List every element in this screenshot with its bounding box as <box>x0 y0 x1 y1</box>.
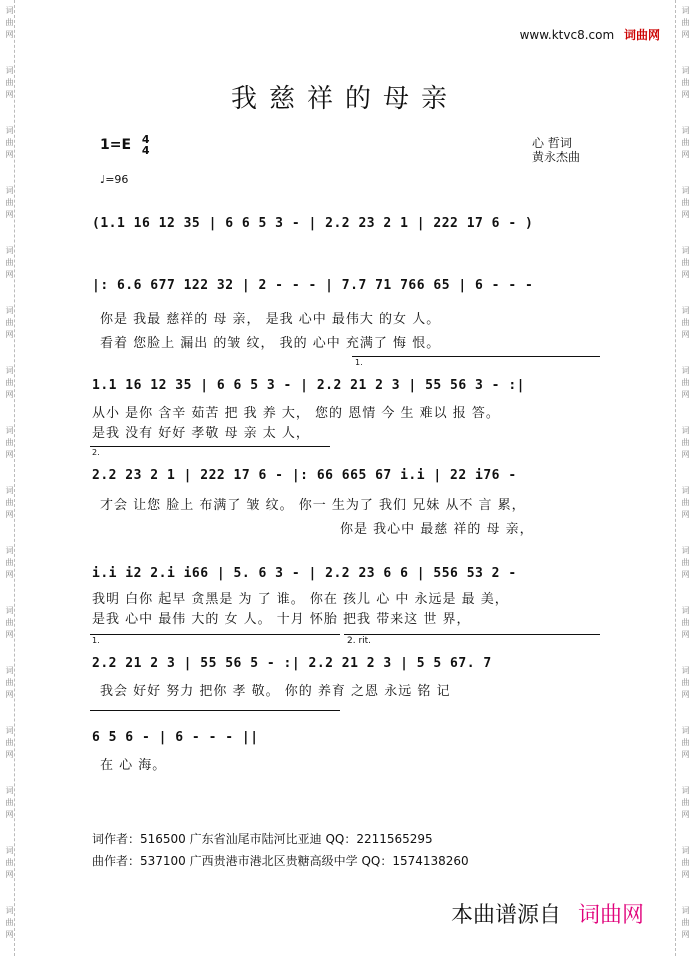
side-watermark-char: 曲 <box>681 858 690 866</box>
side-watermark-char: 曲 <box>681 498 690 506</box>
side-watermark-char: 曲 <box>681 258 690 266</box>
side-watermark-char: 曲 <box>5 318 14 326</box>
source-brand-name[interactable]: 词曲网 <box>577 903 644 928</box>
side-watermark-char: 曲 <box>681 618 690 626</box>
footer-composer: 曲作者：537100 广西贵港市港北区贵糖高级中学 QQ：1574138260 <box>92 854 469 868</box>
side-watermark-char: 曲 <box>681 558 690 566</box>
side-watermark-char: 词 <box>5 426 14 434</box>
side-watermark-char: 网 <box>681 30 690 38</box>
side-watermark-char: 曲 <box>681 438 690 446</box>
side-watermark-char: 网 <box>681 90 690 98</box>
score-row-1: (1.1 16 12 35 | 6 6 5 3 - | 2.2 23 2 1 | 222 17 6 - ) <box>92 216 534 231</box>
side-watermark-char: 网 <box>5 870 14 878</box>
side-watermark-char: 词 <box>681 546 690 554</box>
credits <box>532 136 580 164</box>
side-watermark-char: 词 <box>5 726 14 734</box>
side-watermark-char: 网 <box>5 750 14 758</box>
time-sig-top: 4 <box>141 133 150 146</box>
side-watermark-char: 网 <box>681 870 690 878</box>
side-watermark-char: 网 <box>681 570 690 578</box>
volta-line-5 <box>90 710 340 711</box>
lyric-row-5a: 我明 白你 起早 贪黑是 为 了 谁。 你在 孩儿 心 中 永远是 最 美， <box>92 592 509 607</box>
volta-first-1: 1. <box>355 358 363 367</box>
left-margin-strip <box>0 0 15 956</box>
side-watermark-char: 曲 <box>5 498 14 506</box>
volta-first-2: 1. <box>92 636 100 645</box>
side-watermark-char: 曲 <box>681 798 690 806</box>
side-watermark-char: 曲 <box>5 678 14 686</box>
time-sig-bottom: 4 <box>141 144 150 157</box>
side-watermark-char: 网 <box>681 150 690 158</box>
side-watermark-char: 词 <box>5 126 14 134</box>
lyric-row-6a: 我会 好好 努力 把你 孝 敬。 你的 养育 之恩 永远 铭 记 <box>100 684 451 699</box>
side-watermark-char: 曲 <box>681 78 690 86</box>
side-watermark-char: 网 <box>5 570 14 578</box>
side-watermark-char: 曲 <box>5 798 14 806</box>
side-watermark-char: 网 <box>681 390 690 398</box>
side-watermark-char: 词 <box>5 306 14 314</box>
lyric-row-7a: 在 心 海。 <box>100 758 167 773</box>
side-watermark-char: 曲 <box>5 438 14 446</box>
side-watermark-char: 词 <box>681 126 690 134</box>
side-watermark-char: 网 <box>681 810 690 818</box>
side-watermark-char: 词 <box>5 6 14 14</box>
side-watermark-char: 曲 <box>5 918 14 926</box>
side-watermark-char: 词 <box>5 546 14 554</box>
side-watermark-char: 词 <box>5 186 14 194</box>
side-watermark-char: 网 <box>5 330 14 338</box>
score-row-6: 2.2 21 2 3 | 55 56 5 - :| 2.2 21 2 3 | 5 5 67. 7 <box>92 656 492 671</box>
side-watermark-char: 曲 <box>681 378 690 386</box>
composer-credit: 黄永杰曲 <box>532 150 581 164</box>
footer-lyricist: 词作者：516500 广东省汕尾市陆河比亚迪 QQ：2211565295 <box>92 832 433 846</box>
volta-second-1: 2. <box>92 448 100 457</box>
side-watermark-char: 词 <box>681 846 690 854</box>
side-watermark-char: 词 <box>5 786 14 794</box>
side-watermark-char: 曲 <box>681 198 690 206</box>
side-watermark-char: 词 <box>681 66 690 74</box>
side-watermark-char: 网 <box>681 630 690 638</box>
side-watermark-char: 网 <box>681 510 690 518</box>
volta-line-2 <box>90 446 330 447</box>
side-watermark-char: 词 <box>5 246 14 254</box>
time-signature <box>142 134 150 156</box>
side-watermark-char: 网 <box>681 930 690 938</box>
side-watermark-char: 曲 <box>5 78 14 86</box>
side-watermark-char: 曲 <box>5 258 14 266</box>
volta-line-3 <box>90 634 340 635</box>
side-watermark-char: 曲 <box>5 138 14 146</box>
side-watermark-char: 词 <box>5 66 14 74</box>
side-watermark-char: 曲 <box>681 678 690 686</box>
side-watermark-char: 曲 <box>681 138 690 146</box>
key-signature <box>100 134 150 156</box>
side-watermark-char: 词 <box>681 306 690 314</box>
score-row-3: 1.1 16 12 35 | 6 6 5 3 - | 2.2 21 2 3 | 55 56 3 - :| <box>92 378 525 393</box>
side-watermark-char: 词 <box>681 606 690 614</box>
side-watermark-char: 网 <box>5 30 14 38</box>
side-watermark-char: 网 <box>5 90 14 98</box>
side-watermark-char: 词 <box>681 186 690 194</box>
side-watermark-char: 词 <box>5 486 14 494</box>
side-watermark-char: 曲 <box>681 318 690 326</box>
side-watermark-char: 网 <box>5 270 14 278</box>
side-watermark-char: 词 <box>681 906 690 914</box>
side-watermark-char: 网 <box>681 270 690 278</box>
side-watermark-char: 网 <box>5 510 14 518</box>
side-watermark-char: 网 <box>5 930 14 938</box>
side-watermark-char: 曲 <box>5 378 14 386</box>
side-watermark-char: 网 <box>5 150 14 158</box>
tempo-marking: ♩=96 <box>100 173 129 186</box>
side-watermark-char: 曲 <box>5 558 14 566</box>
song-title: 我慈祥的母亲 <box>230 84 459 114</box>
score-row-5: i.i i2 2.i i66 | 5. 6 3 - | 2.2 23 6 6 | 556 53 2 - <box>92 566 517 581</box>
score-row-7: 6 5 6 - | 6 - - - || <box>92 730 259 745</box>
key-label: 1=E <box>100 137 132 153</box>
side-watermark-char: 词 <box>681 426 690 434</box>
side-watermark-char: 网 <box>5 810 14 818</box>
lyric-row-4a: 才会 让您 脸上 布满了 皱 纹。 你一 生为了 我们 兄妹 从不 言 累， <box>100 498 526 513</box>
side-watermark-char: 网 <box>681 450 690 458</box>
side-watermark-char: 词 <box>681 246 690 254</box>
side-watermark-char: 词 <box>681 666 690 674</box>
side-watermark-char: 词 <box>681 786 690 794</box>
side-watermark-char: 网 <box>681 210 690 218</box>
side-watermark-char: 曲 <box>5 198 14 206</box>
side-watermark-char: 词 <box>681 6 690 14</box>
side-watermark-char: 网 <box>5 690 14 698</box>
side-watermark-char: 网 <box>681 750 690 758</box>
side-watermark-char: 词 <box>681 486 690 494</box>
score-row-4: 2.2 23 2 1 | 222 17 6 - |: 66 665 67 i.i | 22 i76 - <box>92 468 517 483</box>
side-watermark-char: 词 <box>5 846 14 854</box>
right-margin-strip <box>675 0 690 956</box>
source-label: 本曲谱源自 <box>450 903 561 928</box>
side-watermark-char: 网 <box>5 390 14 398</box>
side-watermark-char: 网 <box>681 330 690 338</box>
site-brand[interactable]: 词曲网 <box>623 28 660 42</box>
side-watermark-char: 网 <box>5 630 14 638</box>
side-watermark-char: 曲 <box>681 18 690 26</box>
side-watermark-char: 网 <box>5 450 14 458</box>
rit-marking: 2. rit. <box>347 636 372 646</box>
volta-line-1 <box>352 356 600 357</box>
side-watermark-char: 网 <box>5 210 14 218</box>
lyricist-credit: 心 哲词 <box>532 136 572 150</box>
site-url[interactable]: www.ktvc8.com <box>519 28 615 42</box>
side-watermark-char: 词 <box>5 366 14 374</box>
side-watermark-char: 词 <box>681 366 690 374</box>
source-brand <box>451 898 644 929</box>
side-watermark-char: 曲 <box>5 858 14 866</box>
side-watermark-char: 词 <box>681 726 690 734</box>
side-watermark-char: 曲 <box>681 738 690 746</box>
side-watermark-char: 词 <box>5 666 14 674</box>
lyric-row-2b: 看着 您脸上 漏出 的皱 纹， 我的 心中 充满了 悔 恨。 <box>100 336 441 351</box>
lyric-row-3b: 是我 没有 好好 孝敬 母 亲 太 人， <box>92 426 310 441</box>
score-row-2: |: 6.6 677 122 32 | 2 - - - | 7.7 71 766 65 | 6 - - - <box>92 278 534 293</box>
lyric-row-2a: 你是 我最 慈祥的 母 亲， 是我 心中 最伟大 的女 人。 <box>100 312 441 327</box>
side-watermark-char: 曲 <box>5 18 14 26</box>
site-header <box>520 26 660 43</box>
lyric-row-4b: 你是 我心中 最慈 祥的 母 亲， <box>340 522 534 537</box>
side-watermark-char: 曲 <box>681 918 690 926</box>
side-watermark-char: 词 <box>5 906 14 914</box>
side-watermark-char: 曲 <box>5 618 14 626</box>
side-watermark-char: 网 <box>681 690 690 698</box>
volta-line-4 <box>344 634 600 635</box>
lyric-row-5b: 是我 心中 最伟 大的 女 人。 十月 怀胎 把我 带来这 世 界， <box>92 612 471 627</box>
lyric-row-3a: 从小 是你 含辛 茹苦 把 我 养 大， 您的 恩情 今 生 难以 报 答。 <box>92 406 500 421</box>
side-watermark-char: 词 <box>5 606 14 614</box>
side-watermark-char: 曲 <box>5 738 14 746</box>
